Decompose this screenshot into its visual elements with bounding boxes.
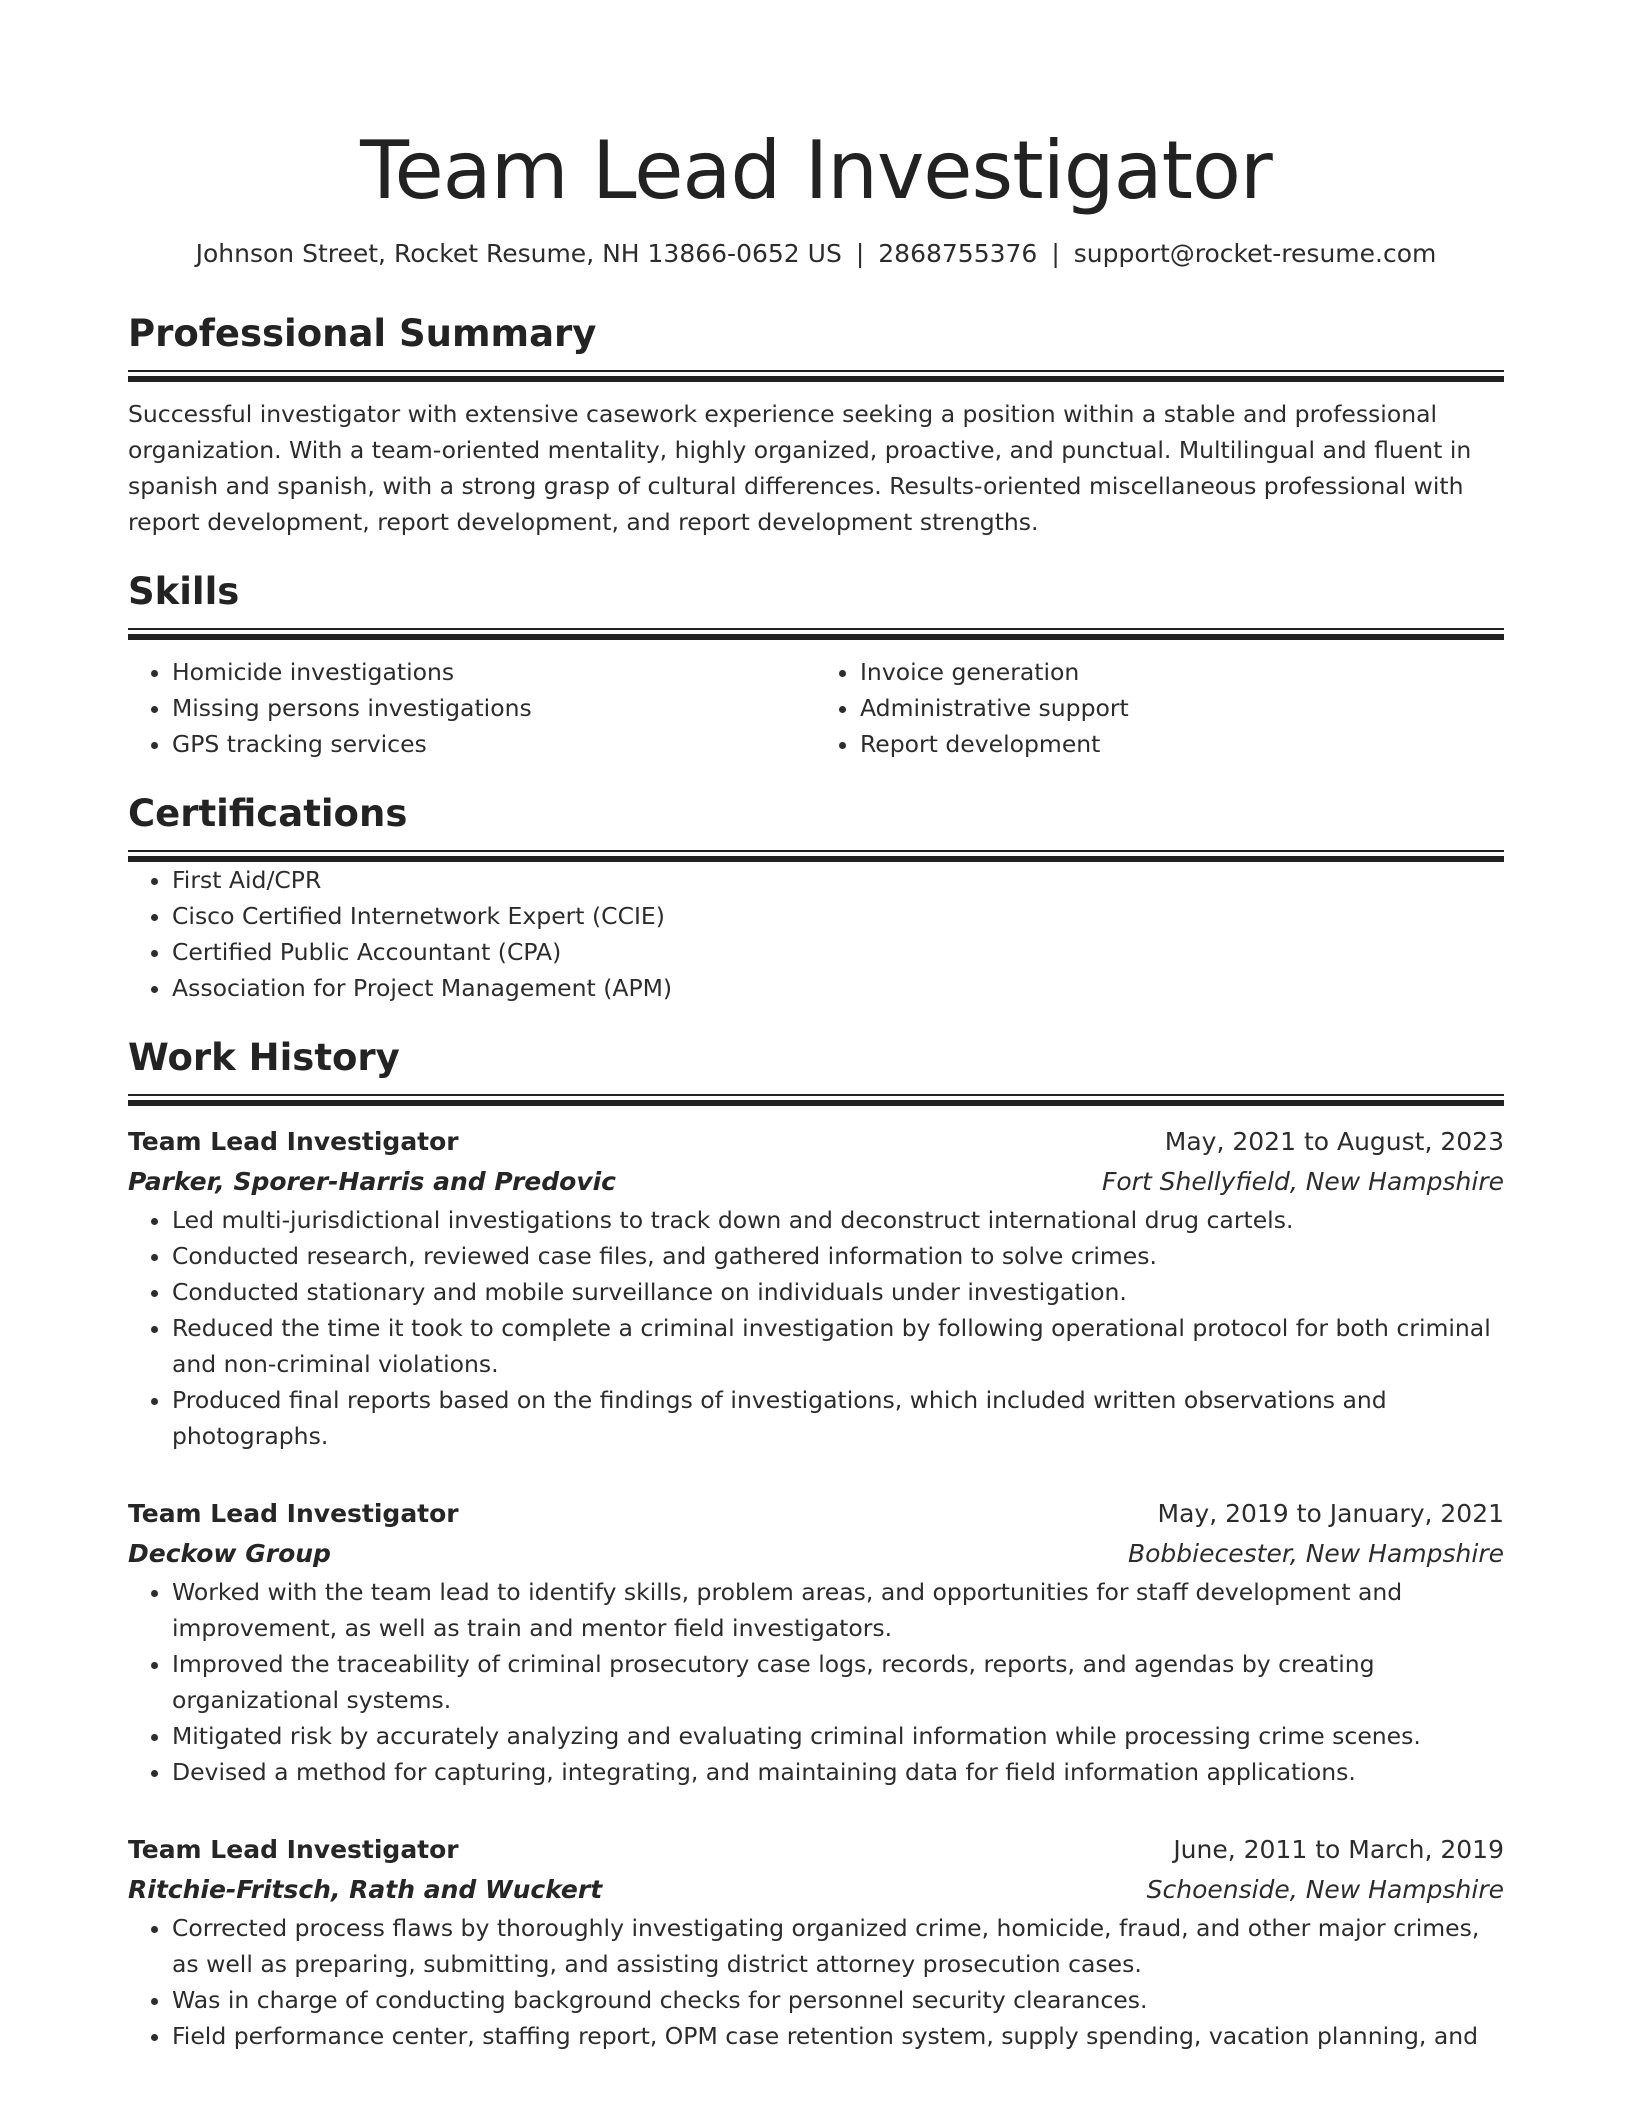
work-history-section	[128, 1034, 1504, 2054]
job-entry	[128, 1494, 1504, 1790]
skill-item: • Homicide investigations	[172, 654, 816, 690]
skill-item: • GPS tracking services	[172, 726, 816, 762]
certification-item: • First Aid/CPR	[172, 862, 1504, 898]
job-bullet: • Mitigated risk by accurately analyzing and evaluating criminal information while processing crime scenes.	[172, 1718, 1504, 1754]
job-company: Ritchie-Fritsch, Rath and Wuckert	[128, 1875, 603, 1904]
contact-phone: 2868755376	[878, 239, 1038, 268]
job-bullet: • Reduced the time it took to complete a criminal investigation by following operational protocol for both criminal and non-criminal violations.	[172, 1310, 1504, 1382]
section-divider	[128, 628, 1504, 640]
job-bullet: • Led multi-jurisdictional investigations to track down and deconstruct international drug cartels.	[172, 1202, 1504, 1238]
contact-email: support@rocket-resume.com	[1073, 239, 1437, 268]
job-company: Parker, Sporer-Harris and Predovic	[128, 1167, 617, 1196]
job-title: Team Lead Investigator	[128, 1835, 459, 1864]
job-bullet: • Devised a method for capturing, integrating, and maintaining data for field information applications.	[172, 1754, 1504, 1790]
resume-name: Team Lead Investigator	[360, 124, 1272, 217]
section-divider	[128, 850, 1504, 862]
skill-item: • Administrative support	[860, 690, 1504, 726]
section-divider	[128, 1094, 1504, 1106]
certifications-list	[128, 862, 1504, 1006]
skill-item: • Report development	[860, 726, 1504, 762]
job-dates: May, 2021 to August, 2023	[1164, 1127, 1504, 1156]
summary-text: Successful investigator with extensive casework experience seeking a position within a stable and professional organization. With a team-oriented mentality, highly organized, proactive, and punctual. Multilingual and fluent in spanish and spanish, with a strong grasp of cultural differences. Results-oriented miscellaneous professional with report development, report development, and report development strengths.	[128, 400, 1472, 536]
section-title-summary: Professional Summary	[128, 312, 597, 355]
job-bullet: • Improved the traceability of criminal prosecutory case logs, records, reports, and agendas by creating organizational systems.	[172, 1646, 1504, 1718]
job-dates: June, 2011 to March, 2019	[1173, 1835, 1504, 1864]
job-bullets	[128, 1910, 1504, 2054]
job-title: Team Lead Investigator	[128, 1127, 459, 1156]
job-title: Team Lead Investigator	[128, 1499, 459, 1528]
skills-column-left	[128, 654, 816, 762]
contact-line	[128, 236, 1504, 272]
job-bullets	[128, 1574, 1504, 1790]
certification-item: • Certified Public Accountant (CPA)	[172, 934, 1504, 970]
skill-item: • Invoice generation	[860, 654, 1504, 690]
job-dates: May, 2019 to January, 2021	[1157, 1499, 1504, 1528]
certifications-section	[128, 790, 1504, 1006]
skill-item: • Missing persons investigations	[172, 690, 816, 726]
job-bullets	[128, 1202, 1504, 1454]
section-divider	[128, 370, 1504, 382]
job-company: Deckow Group	[128, 1539, 331, 1568]
job-bullet: • Was in charge of conducting background checks for personnel security clearances.	[172, 1982, 1504, 2018]
job-bullet: • Corrected process flaws by thoroughly investigating organized crime, homicide, fraud, and other major crimes, as well as preparing, submitting, and assisting district attorney prosecution cases.	[172, 1910, 1504, 1982]
job-bullet: • Conducted research, reviewed case files, and gathered information to solve crimes.	[172, 1238, 1504, 1274]
resume-page	[128, 0, 1504, 2054]
skills-grid	[128, 654, 1504, 762]
section-title-certifications: Certifications	[128, 792, 408, 835]
contact-address: Johnson Street, Rocket Resume, NH 13866-0652 US	[195, 239, 842, 268]
contact-separator: |	[1051, 239, 1060, 268]
job-bullet: • Field performance center, staffing report, OPM case retention system, supply spending, vacation planning, and	[172, 2018, 1504, 2054]
job-bullet: • Conducted stationary and mobile surveillance on individuals under investigation.	[172, 1274, 1504, 1310]
skills-section	[128, 568, 1504, 762]
summary-section	[128, 310, 1504, 540]
certification-item: • Association for Project Management (APM)	[172, 970, 1504, 1006]
section-title-skills: Skills	[128, 570, 240, 613]
skills-column-right	[816, 654, 1504, 762]
job-entry	[128, 1830, 1504, 2054]
job-entry	[128, 1122, 1504, 1454]
certification-item: • Cisco Certified Internetwork Expert (CCIE)	[172, 898, 1504, 934]
contact-separator: |	[855, 239, 865, 268]
section-title-work-history: Work History	[128, 1036, 400, 1079]
job-bullet: • Produced final reports based on the findings of investigations, which included written observations and photographs.	[172, 1382, 1504, 1454]
job-location: Fort Shellyfield, New Hampshire	[1101, 1167, 1504, 1196]
job-location: Bobbiecester, New Hampshire	[1127, 1539, 1504, 1568]
job-location: Schoenside, New Hampshire	[1146, 1875, 1504, 1904]
job-bullet: • Worked with the team lead to identify skills, problem areas, and opportunities for staff development and improvement, as well as train and mentor field investigators.	[172, 1574, 1504, 1646]
